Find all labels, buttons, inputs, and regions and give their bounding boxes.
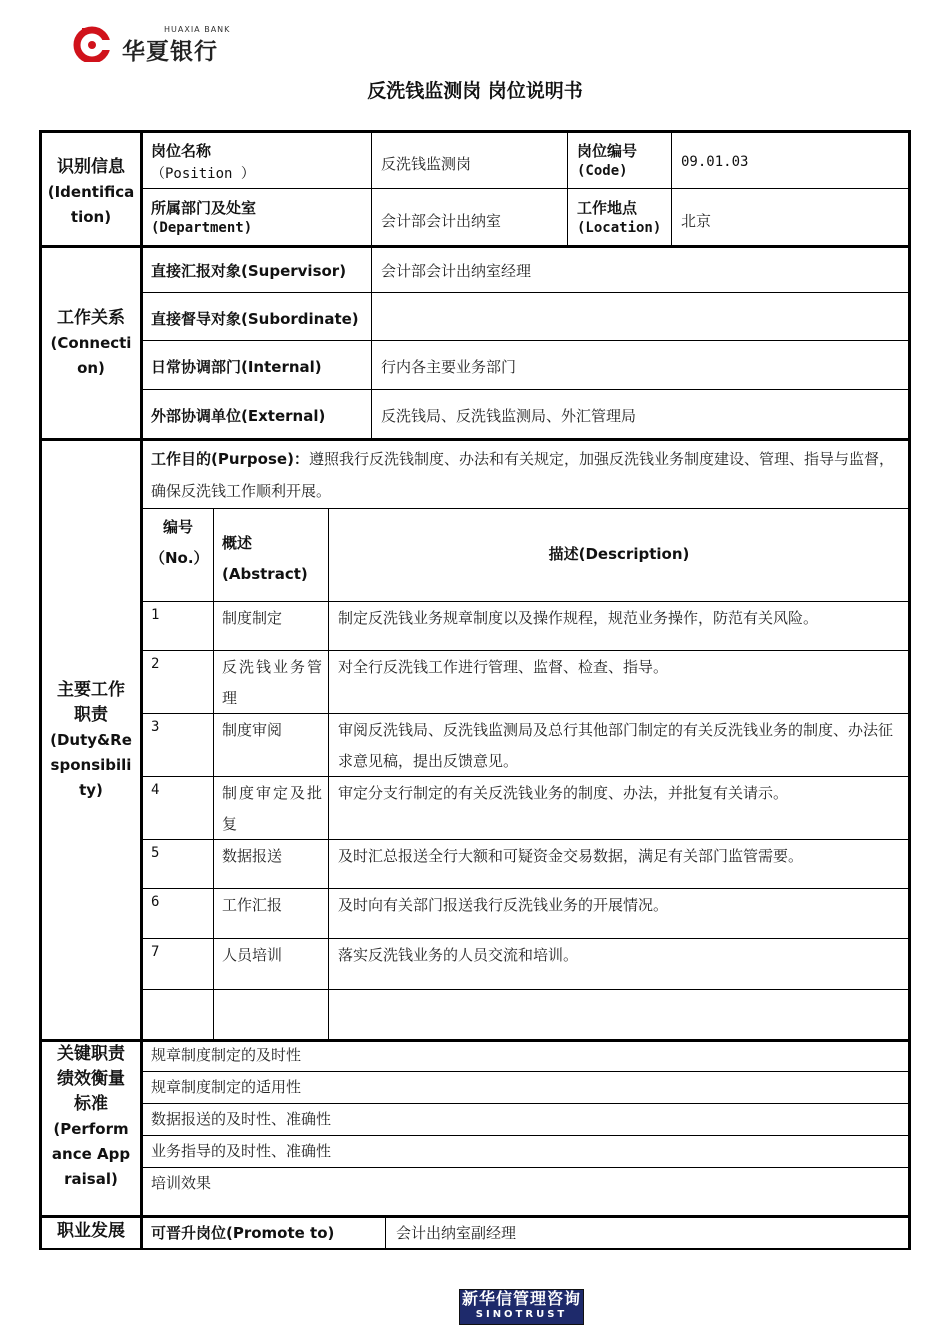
page-title: 反洗钱监测岗 岗位说明书 — [367, 80, 583, 102]
purpose-label: 工作目的(Purpose)： — [151, 450, 309, 468]
dept-value: 会计部会计出纳室 — [381, 212, 502, 230]
location-label-cn: 工作地点 — [577, 199, 638, 217]
duty-item-description: 及时汇总报送全行大额和可疑资金交易数据，满足有关部门监管需要。 — [338, 847, 804, 865]
row-divider — [142, 389, 909, 390]
section-identity-cn: 识别信息 — [57, 157, 125, 177]
duty-item-abstract: 制度制定 — [222, 609, 283, 627]
row-divider — [142, 601, 909, 602]
row-divider — [142, 888, 909, 889]
section-career-cn: 职业发展 — [57, 1221, 125, 1241]
row-divider — [142, 188, 909, 189]
section-connection — [43, 306, 139, 381]
internal-value: 行内各主要业务部门 — [381, 358, 517, 376]
section-divider — [41, 245, 909, 248]
row-divider — [142, 1135, 909, 1136]
bank-logo-icon — [72, 26, 112, 62]
col-header-abstract: 概述(Abstract) — [222, 534, 308, 583]
code-value: 09.01.03 — [681, 154, 749, 170]
duty-item-description: 落实反洗钱业务的人员交流和培训。 — [338, 946, 579, 964]
consulting-logo-en: SINOTRUST — [475, 1309, 568, 1320]
duty-item-no: 1 — [151, 607, 160, 623]
external-label: 外部协调单位(External) — [151, 407, 326, 425]
duty-item-description: 及时向有关部门报送我行反洗钱业务的开展情况。 — [338, 896, 669, 914]
dept-label-en: (Department) — [151, 220, 253, 236]
position-value: 反洗钱监测岗 — [381, 155, 472, 173]
kpi-item: 业务指导的及时性、准确性 — [151, 1142, 332, 1160]
duty-item-description: 对全行反洗钱工作进行管理、监督、检查、指导。 — [338, 658, 669, 676]
section-divider — [41, 438, 909, 441]
section-duty — [43, 678, 139, 803]
bank-name-cn: 华夏银行 — [122, 39, 218, 65]
external-value: 反洗钱局、反洗钱监测局、外汇管理局 — [381, 407, 637, 425]
row-divider — [142, 1167, 909, 1168]
row-divider — [142, 650, 909, 651]
consulting-logo-cn: 新华信管理咨询 — [461, 1289, 581, 1308]
kpi-item: 培训效果 — [151, 1174, 212, 1192]
position-label — [151, 140, 255, 183]
col-divider — [328, 508, 329, 1039]
section-column-divider — [140, 132, 143, 1250]
col-divider — [567, 132, 568, 245]
duty-item-no: 7 — [151, 944, 160, 960]
promote-label: 可晋升岗位(Promote to) — [151, 1224, 335, 1242]
dept-label-cn: 所属部门及处室 — [151, 199, 257, 217]
code-label — [577, 140, 637, 179]
col-divider — [385, 1218, 386, 1250]
supervisor-label: 直接汇报对象(Supervisor) — [151, 262, 347, 280]
duty-item-description: 制定反洗钱业务规章制度以及操作规程，规范业务操作，防范有关风险。 — [338, 609, 819, 627]
duty-item-no: 5 — [151, 845, 160, 861]
row-divider — [142, 1071, 909, 1072]
duty-item-description: 审定分支行制定的有关反洗钱业务的制度、办法，并批复有关请示。 — [338, 784, 789, 802]
section-career — [43, 1219, 139, 1244]
internal-label: 日常协调部门(Internal) — [151, 358, 322, 376]
duty-item-no: 2 — [151, 656, 160, 672]
kpi-item: 规章制度制定的及时性 — [151, 1046, 302, 1064]
duty-item-abstract: 制度审定及批复 — [222, 784, 322, 833]
row-divider — [142, 938, 909, 939]
code-label-en: (Code) — [577, 163, 628, 179]
col-divider — [671, 132, 672, 245]
section-duty-en: (Duty&Responsibility) — [50, 731, 132, 799]
location-label-en: (Location) — [577, 220, 662, 236]
kpi-item: 数据报送的及时性、准确性 — [151, 1110, 332, 1128]
col-divider — [371, 248, 372, 438]
section-divider — [41, 1215, 909, 1218]
col-divider — [213, 508, 214, 1039]
section-identity-en: (Identification) — [47, 183, 135, 226]
duty-item-abstract: 制度审阅 — [222, 721, 283, 739]
location-value: 北京 — [681, 212, 712, 230]
section-connection-cn: 工作关系 — [57, 308, 125, 328]
row-divider — [142, 292, 909, 293]
col-divider — [371, 132, 372, 245]
location-label — [577, 197, 661, 236]
subordinate-label: 直接督导对象(Subordinate) — [151, 310, 359, 328]
code-label-cn: 岗位编号 — [577, 142, 638, 160]
purpose-text: 遵照我行反洗钱制度、办法和有关规定，加强反洗钱业务制度建设、管理、指导与监督，确保反洗钱工作顺利开展。 — [151, 450, 894, 500]
row-divider — [142, 989, 909, 990]
duty-item-abstract: 工作汇报 — [222, 896, 283, 914]
dept-label — [151, 197, 256, 236]
section-duty-cn: 主要工作职责 — [57, 680, 125, 725]
kpi-item: 规章制度制定的适用性 — [151, 1078, 302, 1096]
promote-value: 会计出纳室副经理 — [396, 1224, 517, 1242]
duty-item-no: 3 — [151, 719, 160, 735]
position-label-en: （Position ） — [151, 166, 255, 182]
row-divider — [142, 340, 909, 341]
section-identity — [43, 155, 139, 230]
section-kpi — [43, 1042, 139, 1192]
work-purpose — [151, 443, 903, 507]
position-label-cn: 岗位名称 — [151, 142, 212, 160]
duty-item-no: 6 — [151, 894, 160, 910]
duty-item-abstract: 反洗钱业务管理 — [222, 658, 322, 707]
duty-item-no: 4 — [151, 782, 160, 798]
consulting-logo — [459, 1289, 584, 1325]
duty-item-description: 审阅反洗钱局、反洗钱监测局及总行其他部门制定的有关反洗钱业务的制度、办法征求意见稿，提出反馈意见。 — [338, 721, 894, 770]
section-divider — [41, 1039, 909, 1042]
col-header-description: 描述(Description) — [548, 545, 690, 563]
section-connection-en: (Connection) — [50, 334, 132, 377]
row-divider — [142, 1103, 909, 1104]
duty-item-abstract: 数据报送 — [222, 847, 283, 865]
duty-item-abstract: 人员培训 — [222, 946, 283, 964]
bank-name-en: HUAXIA BANK — [164, 25, 231, 34]
row-divider — [142, 508, 909, 509]
section-kpi-cn: 关键职责绩效衡量标准 — [57, 1044, 125, 1114]
section-kpi-en: (Performance Appraisal) — [51, 1120, 131, 1188]
col-header-no: 编号（No.） — [150, 518, 209, 567]
supervisor-value: 会计部会计出纳室经理 — [381, 262, 532, 280]
